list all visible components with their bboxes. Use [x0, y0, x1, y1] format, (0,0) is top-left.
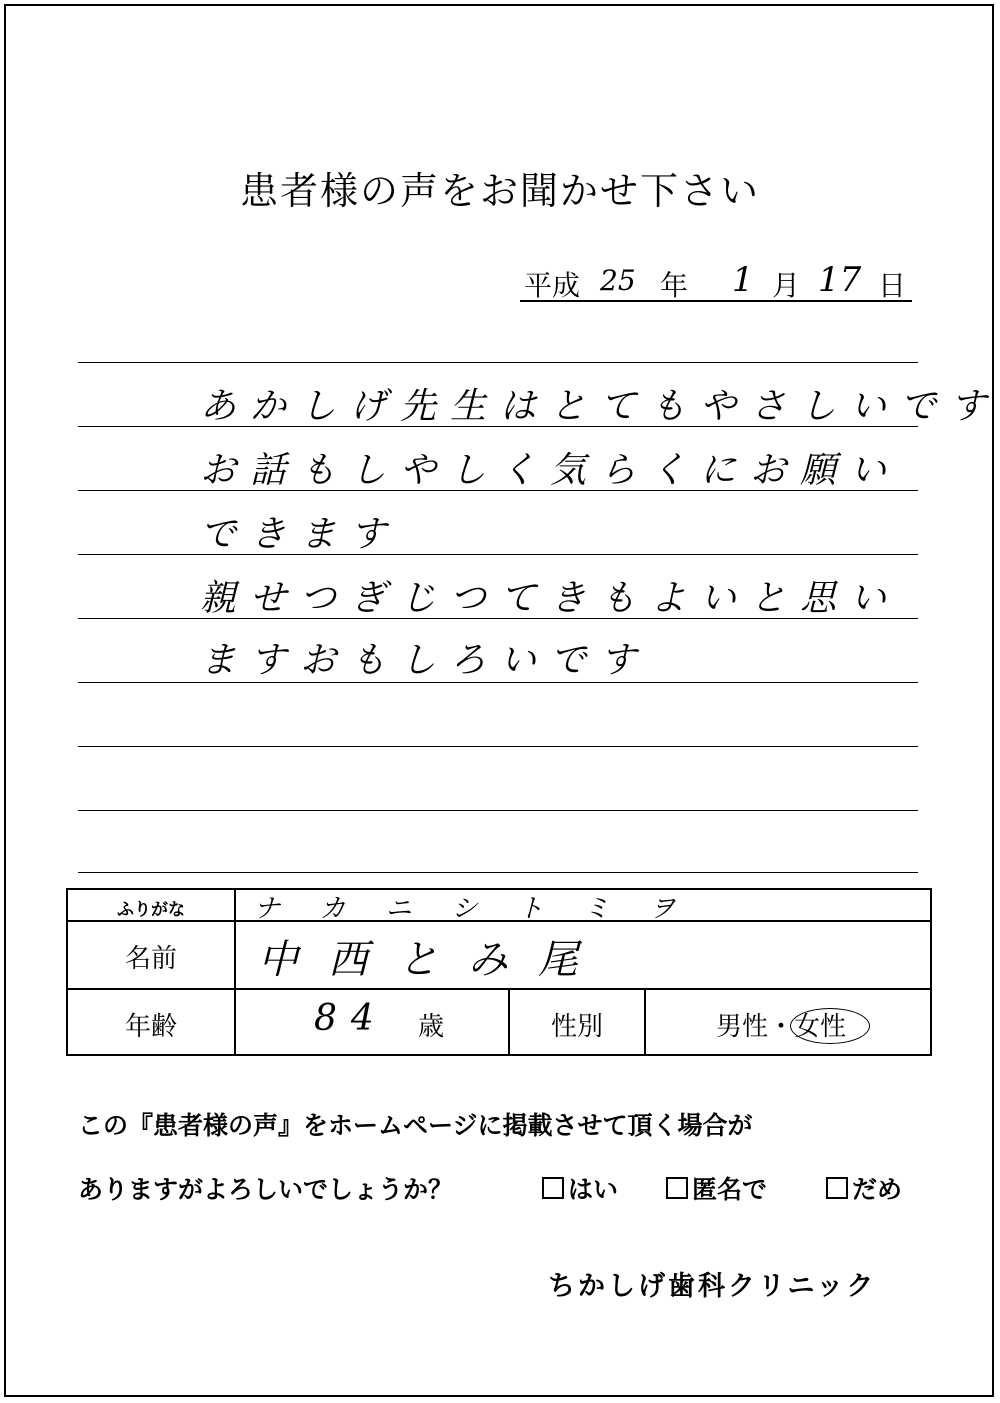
- ruled-line: [78, 746, 918, 747]
- comment-line: あかしげ先生はとてもやさしいです: [200, 386, 1000, 427]
- gender-male: 男性: [716, 1012, 769, 1042]
- checkbox-icon[interactable]: [666, 1177, 688, 1199]
- option-yes[interactable]: [542, 1170, 618, 1206]
- date-day: 17: [818, 260, 862, 300]
- ruled-line: [78, 810, 918, 811]
- consent-notice-line2: ありますがよろしいでしょうか？: [78, 1175, 454, 1204]
- option-no[interactable]: [826, 1170, 902, 1206]
- option-no-label: だめ: [852, 1175, 903, 1204]
- table-divider: [644, 988, 646, 1054]
- name-value: 中西とみ尾: [258, 937, 608, 983]
- date-row: [520, 260, 912, 302]
- gender-female: 女性: [794, 1012, 847, 1042]
- ruled-line: [78, 362, 918, 363]
- name-label: 名前: [124, 944, 177, 974]
- comment-line: 親せつぎじつてきもよいと思い: [200, 578, 901, 619]
- table-divider: [234, 890, 236, 1054]
- gender-selected-circle: [790, 1008, 870, 1044]
- furigana-value: ナカニシトミヲ: [254, 894, 716, 924]
- comment-line: お話もしやしく気らくにお願い: [200, 450, 901, 491]
- option-anonymous[interactable]: [666, 1170, 767, 1206]
- checkbox-icon[interactable]: [542, 1177, 564, 1199]
- clinic-name: ちかしげ歯科クリニック: [548, 1271, 877, 1302]
- age-label: 年齢: [124, 1012, 177, 1042]
- date-month-label: 月: [772, 269, 801, 302]
- comment-line: ますおもしろいです: [200, 640, 651, 681]
- date-year: 25: [600, 264, 636, 297]
- date-year-label: 年: [660, 269, 689, 302]
- checkbox-icon[interactable]: [826, 1177, 848, 1199]
- form-title: 患者様の声をお聞かせ下さい: [239, 169, 760, 213]
- age-unit: 歳: [418, 1012, 445, 1042]
- gender-separator: ・: [768, 1012, 795, 1042]
- ruled-line: [78, 872, 918, 873]
- date-day-label: 日: [878, 269, 907, 302]
- option-yes-label: はい: [568, 1175, 619, 1204]
- date-era: 平成: [524, 269, 581, 302]
- table-divider: [68, 988, 930, 990]
- date-month: 1: [732, 260, 754, 300]
- age-value: 84: [314, 998, 388, 1039]
- gender-label: 性別: [550, 1012, 603, 1042]
- comment-line: できます: [200, 514, 401, 555]
- consent-notice-line1: この『患者様の声』をホームページに掲載させて頂く場合が: [78, 1111, 753, 1140]
- furigana-label: ふりがな: [117, 900, 185, 920]
- option-anonymous-label: 匿名で: [692, 1175, 768, 1204]
